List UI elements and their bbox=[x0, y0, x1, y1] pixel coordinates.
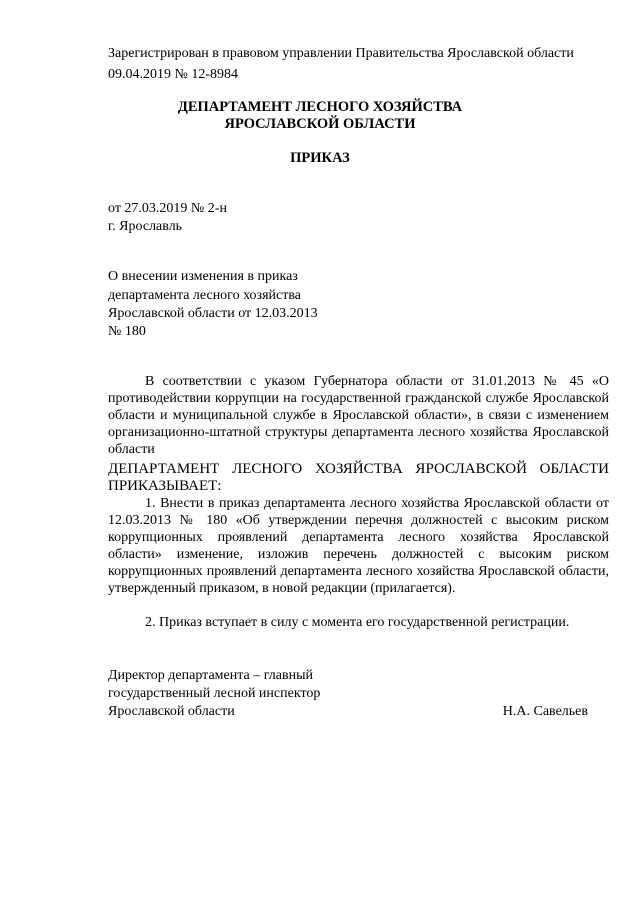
order-date-number: от 27.03.2019 № 2-н bbox=[108, 201, 227, 216]
signature-title-line-1: Директор департамента – главный bbox=[108, 668, 313, 683]
registration-line-1: Зарегистрирован в правовом управлении Правительства Ярославской области bbox=[108, 46, 574, 61]
registration-line-2: 09.04.2019 № 12-8984 bbox=[108, 67, 239, 82]
subject-line-4: № 180 bbox=[108, 324, 146, 339]
signatory-name: Н.А. Савельев bbox=[502, 704, 588, 719]
signature-title-line-3: Ярославской области bbox=[108, 704, 235, 719]
subject-line-3: Ярославской области от 12.03.2013 bbox=[108, 306, 318, 321]
department-title-line-1: ДЕПАРТАМЕНТ ЛЕСНОГО ХОЗЯЙСТВА bbox=[177, 99, 463, 115]
subject-line-1: О внесении изменения в приказ bbox=[108, 269, 298, 284]
document-type-title: ПРИКАЗ bbox=[290, 150, 350, 166]
department-title-line-2: ЯРОСЛАВСКОЙ ОБЛАСТИ bbox=[224, 116, 416, 132]
signature-title-line-2: государственный лесной инспектор bbox=[108, 686, 321, 701]
preamble-paragraph: В соответствии с указом Губернатора области от 31.01.2013 № 45 «О противодействии коррупции на государственной гражданской службе Ярославской области и муниципальной службе в Ярославской области», в связи с изменением организационно-штатной структуры департамента лесного хозяйства Ярославской области bbox=[108, 374, 609, 457]
subject-line-2: департамента лесного хозяйства bbox=[108, 288, 301, 303]
orders-verb: ПРИКАЗЫВАЕТ: bbox=[108, 478, 222, 494]
orders-heading: ДЕПАРТАМЕНТ ЛЕСНОГО ХОЗЯЙСТВА ЯРОСЛАВСКОЙ ОБЛАСТИ bbox=[108, 461, 609, 477]
order-item-2: 2. Приказ вступает в силу с момента его государственной регистрации. bbox=[145, 615, 570, 630]
order-city: г. Ярославль bbox=[108, 219, 183, 234]
order-item-1: 1. Внести в приказ департамента лесного хозяйства Ярославской области от 12.03.2013 № 180 «Об утверждении перечня должностей с высоким риском коррупционных проявлений департамента лесного хозяйства Ярославской области» изменение, изложив перечень должностей с высоким риском коррупционных проявлений департамента лесного хозяйства Ярославской области, утвержденный приказом, в новой редакции (прилагается). bbox=[108, 496, 609, 596]
